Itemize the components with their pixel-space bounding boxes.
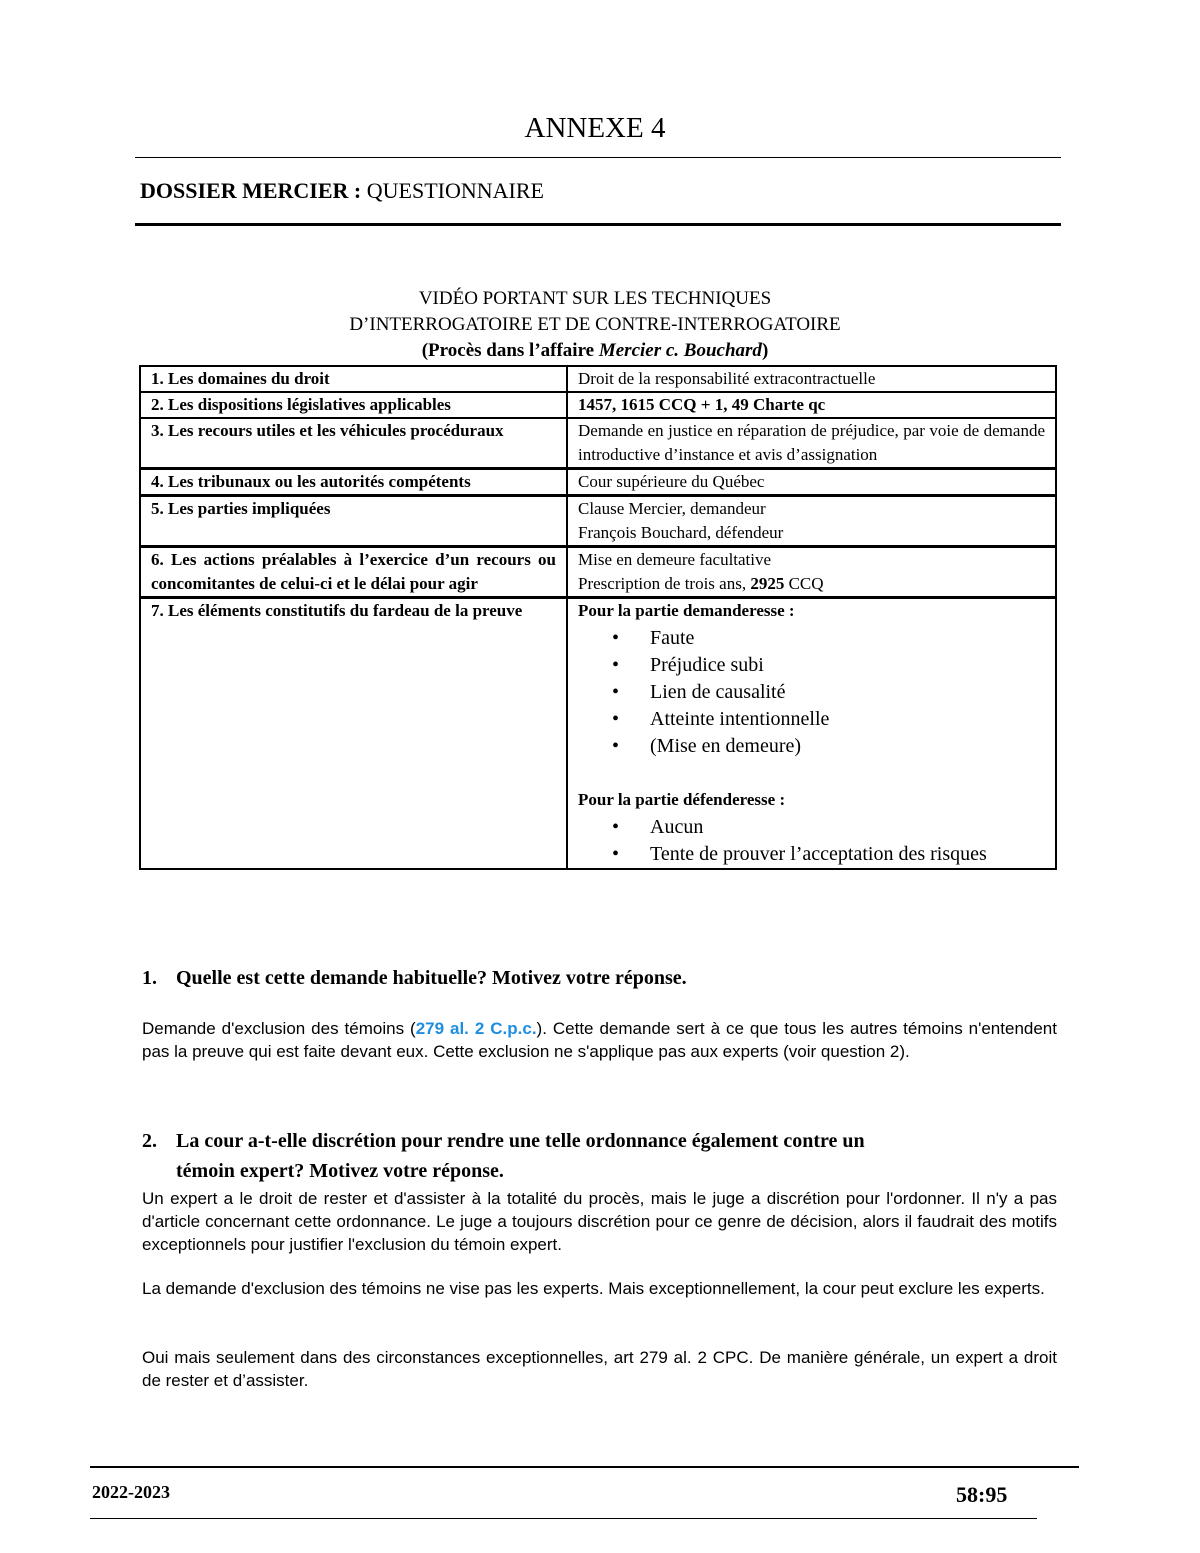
table-cell-value	[567, 547, 1056, 598]
question-2-line1	[142, 1126, 1057, 1156]
question-2	[142, 1126, 1057, 1186]
footer-rule-bottom	[90, 1518, 1037, 1519]
footer-rule-top	[90, 1466, 1079, 1468]
article-reference: 279 al. 2 C.p.c.	[415, 1019, 537, 1038]
dossier-heading-rest: QUESTIONNAIRE	[361, 178, 544, 203]
video-title-line3-pre: (Procès dans l’affaire	[421, 340, 599, 361]
bullet-icon: •	[612, 627, 620, 649]
party-plaintiff: Clause Mercier, demandeur	[578, 499, 766, 518]
question-1	[142, 967, 687, 990]
list-item-text: (Mise en demeure)	[650, 735, 802, 757]
list-item	[612, 706, 1045, 733]
video-title-line2: D’INTERROGATOIRE ET DE CONTRE-INTERROGATOIRE	[349, 314, 841, 335]
header-rule-bottom	[135, 223, 1061, 226]
table-cell-label: 5. Les parties impliquées	[140, 496, 567, 547]
video-title-line3-post: )	[761, 340, 769, 361]
notice-line: Mise en demeure facultative	[578, 550, 772, 569]
table-cell-value: Cour supérieure du Québec	[567, 469, 1056, 496]
dossier-heading	[140, 178, 544, 204]
bullet-icon: •	[612, 816, 620, 838]
question-2-line2: témoin expert? Motivez votre réponse.	[176, 1160, 504, 1182]
table-cell-label: 2. Les dispositions législatives applicables	[140, 392, 567, 418]
table-row	[140, 547, 1056, 598]
table-cell-label: 3. Les recours utiles et les véhicules procéduraux	[140, 418, 567, 469]
dossier-heading-bold: DOSSIER MERCIER :	[140, 178, 362, 203]
table-cell-label: 6. Les actions préalables à l’exercice d’un recours ou concomitantes de celui-ci et le délai pour agir	[140, 547, 567, 598]
list-item	[612, 625, 1045, 652]
answer-2-paragraph-2: La demande d'exclusion des témoins ne vise pas les experts. Mais exceptionnellement, la cour peut exclure les experts.	[142, 1279, 1045, 1298]
video-title-line3	[0, 338, 1190, 364]
answer-2-paragraph-1: Un expert a le droit de rester et d'assister à la totalité du procès, mais le juge a discrétion pour l'ordonner. Il n'y a pas d'article concernant cette ordonnance. Le juge a toujours discrétion pour ce genre de décision, alors il faudrait des motifs exceptionnels pour justifier l'exclusion du témoin expert.	[142, 1189, 1057, 1254]
list-item-text: Aucun	[650, 816, 704, 838]
prescription-post: CCQ	[784, 574, 824, 593]
question-number: 2.	[142, 1130, 157, 1152]
video-title	[0, 286, 1190, 364]
table-row	[140, 392, 1056, 418]
list-item	[612, 679, 1045, 706]
list-item	[612, 733, 1045, 760]
list-item	[612, 841, 1045, 868]
list-item-text: Atteinte intentionnelle	[650, 708, 830, 730]
case-name: Mercier c. Bouchard	[598, 340, 762, 361]
table-cell-value: Demande en justice en réparation de préjudice, par voie de demande introductive d’instance et avis d’assignation	[567, 418, 1056, 469]
table-row	[140, 598, 1056, 870]
table-row	[140, 469, 1056, 496]
bullet-icon: •	[612, 681, 620, 703]
table-cell-value	[567, 496, 1056, 547]
list-item	[612, 652, 1045, 679]
footer-year: 2022-2023	[92, 1482, 170, 1502]
prescription-article: 2925	[750, 574, 785, 593]
defendant-elements-list	[578, 814, 1045, 868]
answer-1-post: ). Cette demande sert à ce que tous les autres témoins n'entendent pas la preuve qui est faite devant eux. Cette exclusion ne s'applique pas aux experts (voir question 2).	[142, 1019, 1057, 1061]
list-item-text: Tente de prouver l’acceptation des risques	[650, 843, 987, 865]
bullet-icon: •	[612, 735, 620, 757]
prescription-pre: Prescription de trois ans,	[578, 574, 751, 593]
bullet-icon: •	[612, 843, 620, 865]
table-cell-label: 4. Les tribunaux ou les autorités compétents	[140, 469, 567, 496]
list-item-text: Lien de causalité	[650, 681, 786, 703]
table-row	[140, 496, 1056, 547]
footer-page-number: 58:95	[956, 1482, 1008, 1507]
party-defendant: François Bouchard, défendeur	[578, 523, 784, 542]
bullet-icon: •	[612, 708, 620, 730]
plaintiff-elements-list	[578, 625, 1045, 760]
answer-1	[142, 1017, 1057, 1063]
answer-2-paragraph-3: Oui mais seulement dans des circonstances exceptionnelles, art 279 al. 2 CPC. De manière générale, un expert a droit de rester et d’assister.	[142, 1348, 1057, 1390]
table-row	[140, 366, 1056, 392]
annexe-title: ANNEXE 4	[524, 112, 666, 144]
bullet-icon: •	[612, 654, 620, 676]
answer-1-pre: Demande d'exclusion des témoins (	[142, 1019, 416, 1038]
list-item	[612, 814, 1045, 841]
plaintiff-heading: Pour la partie demanderesse :	[578, 601, 795, 620]
table-cell-label: 7. Les éléments constitutifs du fardeau de la preuve	[140, 598, 567, 870]
question-text: La cour a-t-elle discrétion pour rendre une telle ordonnance également contre un	[176, 1130, 865, 1152]
table-cell-value: 1457, 1615 CCQ + 1, 49 Charte qc	[567, 392, 1056, 418]
video-title-line1: VIDÉO PORTANT SUR LES TECHNIQUES	[418, 288, 772, 309]
question-text: Quelle est cette demande habituelle? Motivez votre réponse.	[176, 967, 687, 989]
table-cell-value: Droit de la responsabilité extracontractuelle	[567, 366, 1056, 392]
question-number: 1.	[142, 967, 157, 989]
prescription-line	[578, 572, 1045, 596]
table-cell-value	[567, 598, 1056, 870]
list-item-text: Préjudice subi	[650, 654, 764, 676]
table-row	[140, 418, 1056, 469]
summary-table	[139, 365, 1057, 870]
table-cell-label: 1. Les domaines du droit	[140, 366, 567, 392]
header-rule-top	[135, 157, 1061, 158]
list-item-text: Faute	[650, 627, 695, 649]
defendant-heading: Pour la partie défenderesse :	[578, 790, 786, 809]
